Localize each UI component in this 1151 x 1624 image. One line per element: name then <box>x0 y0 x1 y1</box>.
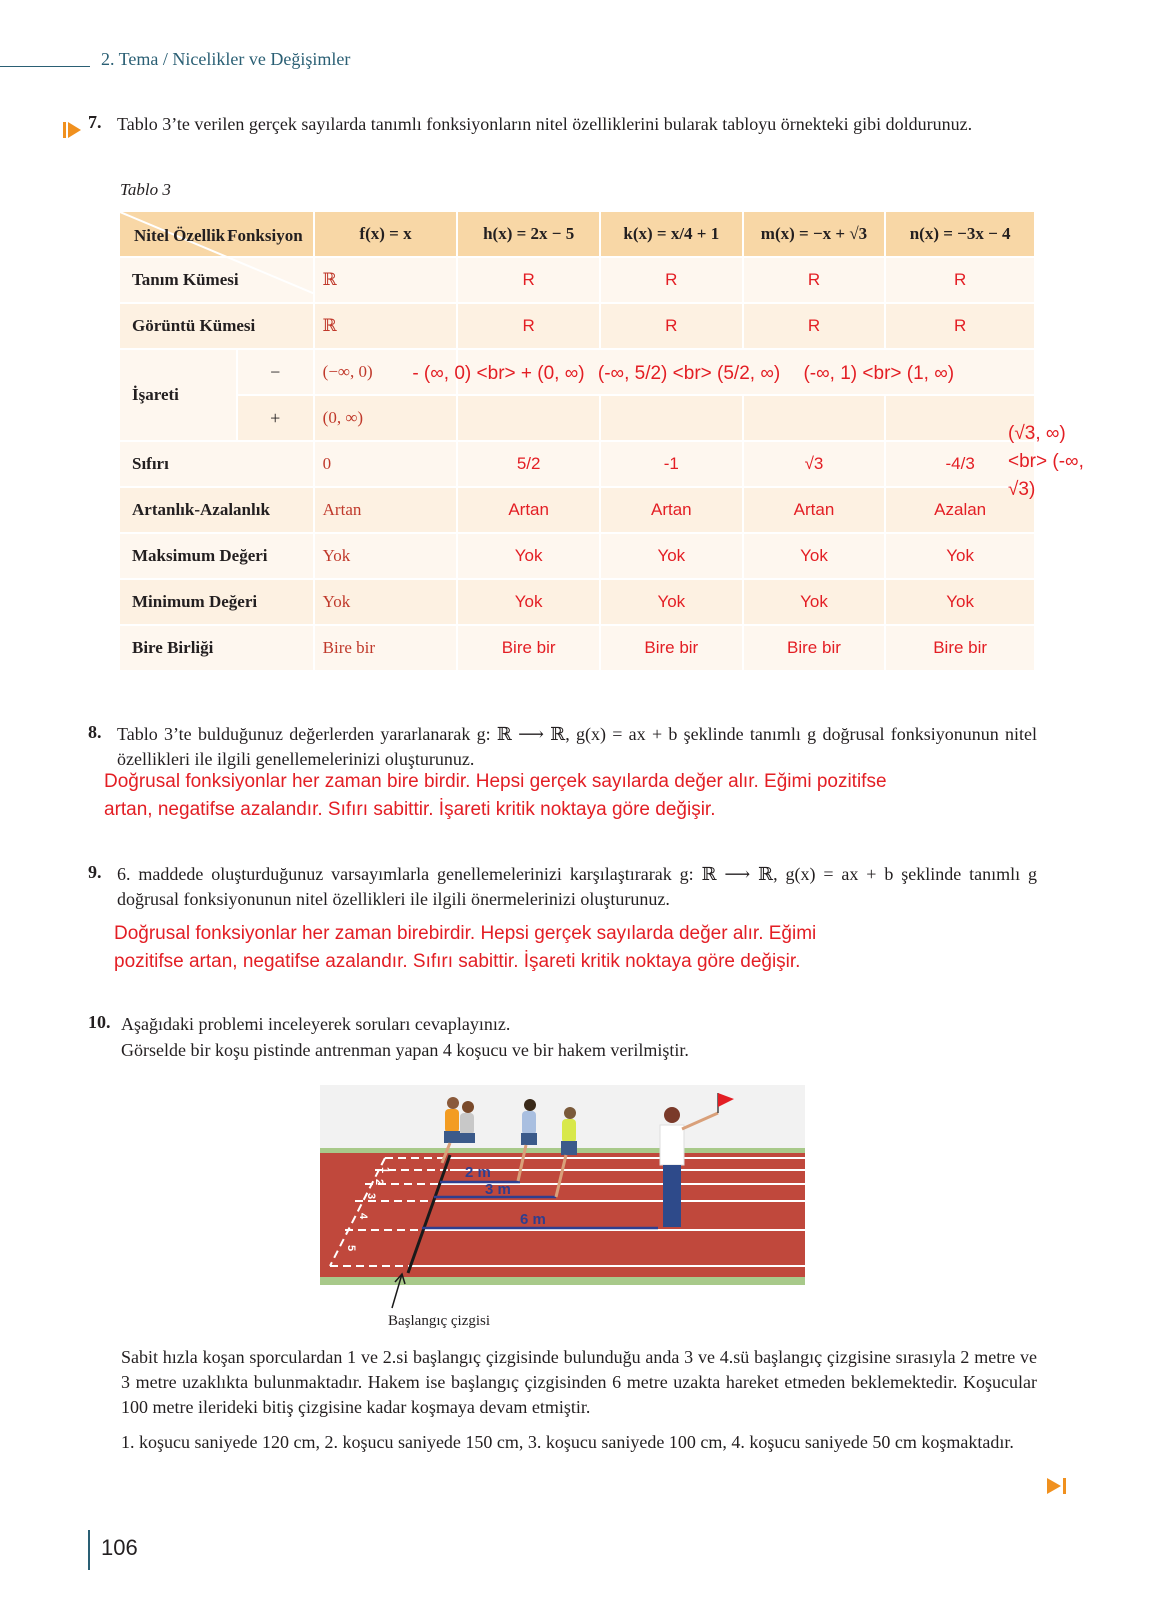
cell-example: (0, ∞) <box>314 395 458 441</box>
corner-cell <box>119 211 314 257</box>
cell-example: Yok <box>314 533 458 579</box>
cell-example: Artan <box>314 487 458 533</box>
cell-answer: Artan <box>600 487 743 533</box>
function-header: f(x) = x <box>314 211 458 257</box>
table-row <box>119 303 1035 349</box>
svg-text:3 m: 3 m <box>485 1181 511 1198</box>
cell-answer: Yok <box>457 533 600 579</box>
running-track-figure <box>320 1085 805 1285</box>
next-page-arrow-icon <box>1047 1478 1067 1494</box>
figure-caption: Başlangıç çizgisi <box>388 1313 491 1329</box>
table-row <box>119 533 1035 579</box>
sign-answer-h: - (∞, 0) <br> + (0, ∞) <box>412 363 585 384</box>
sign-answers-cell <box>412 349 1035 395</box>
sign-plus: + <box>237 395 314 441</box>
cell-answer: Artan <box>743 487 886 533</box>
question-number-10: 10. <box>88 1012 111 1032</box>
play-arrow-icon <box>63 122 81 138</box>
question-number-8: 8. <box>88 722 102 742</box>
answer-line: artan, negatifse azalandır. Sıfırı sabittir. İşareti kritik noktaya göre değişir. <box>104 799 716 820</box>
svg-text:5: 5 <box>345 1245 357 1252</box>
question-8-answer <box>104 768 887 824</box>
cell-answer: R <box>885 303 1035 349</box>
sign-answer-k: (-∞, 5/2) <br> (5/2, ∞) <box>597 363 781 384</box>
cell-answer: 5/2 <box>457 441 600 487</box>
table-row <box>119 625 1035 671</box>
chapter-title: 2. Tema / Nicelikler ve Değişimler <box>101 49 351 69</box>
cell-answer: R <box>600 303 743 349</box>
question-10-line2: Görselde bir koşu pistinde antrenman yapan 4 koşucu ve bir hakem verilmiştir. <box>121 1040 689 1060</box>
table-row <box>119 579 1035 625</box>
function-header: h(x) = 2x − 5 <box>457 211 600 257</box>
cell-answer: Yok <box>457 579 600 625</box>
cell-answer: Bire bir <box>885 625 1035 671</box>
cell-answer: Artan <box>457 487 600 533</box>
cell-answer: Bire bir <box>457 625 600 671</box>
cell-example: 0 <box>314 441 458 487</box>
answer-line: Doğrusal fonksiyonlar her zaman bire birdir. Hepsi gerçek sayılarda değer alır. Eğimi pozitifse <box>104 771 887 792</box>
question-number-9: 9. <box>88 862 102 882</box>
table-caption: Tablo 3 <box>120 180 171 199</box>
sign-minus: − <box>237 349 314 395</box>
cell-answer: Yok <box>885 579 1035 625</box>
cell-example: (−∞, 0) <box>314 349 458 395</box>
answer-line: pozitifse artan, negatifse azalandır. Sıfırı sabittir. İşareti kritik noktaya göre değişir. <box>114 951 801 972</box>
cell-answer: -4/3 <box>885 441 1035 487</box>
overflow-line: (√3, ∞) <box>1008 423 1066 444</box>
answer-line: Doğrusal fonksiyonlar her zaman birebirdir. Hepsi gerçek sayılarda değer alır. Eğimi <box>114 923 817 944</box>
svg-text:4: 4 <box>357 1213 369 1220</box>
cell-answer: Yok <box>600 533 743 579</box>
row-label: Sıfırı <box>119 441 314 487</box>
cell-answer: R <box>885 257 1035 303</box>
function-header: n(x) = −3x − 4 <box>885 211 1035 257</box>
cell-answer: Yok <box>885 533 1035 579</box>
row-label: Minimum Değeri <box>119 579 314 625</box>
page-number-bar <box>88 1530 90 1570</box>
svg-text:2: 2 <box>373 1179 385 1186</box>
page-number: 106 <box>101 1535 138 1560</box>
cell-answer: R <box>743 303 886 349</box>
cell-answer: R <box>457 257 600 303</box>
diagonal-divider <box>120 212 315 294</box>
cell-answer: Bire bir <box>743 625 886 671</box>
row-label: Bire Birliği <box>119 625 314 671</box>
table-row <box>119 441 1035 487</box>
function-header: m(x) = −x + √3 <box>743 211 886 257</box>
row-label: Artanlık-Azalanlık <box>119 487 314 533</box>
pointer-arrow-icon <box>388 1270 418 1310</box>
corner-label-property: Nitel Özellik <box>134 226 226 245</box>
cell-answer: Bire bir <box>600 625 743 671</box>
question-7-text: Tablo 3’te verilen gerçek sayılarda tanımlı fonksiyonların nitel özelliklerini bularak tabloyu örnekteki gibi doldurunuz. <box>117 114 973 134</box>
problem-paragraph-1: Sabit hızla koşan sporculardan 1 ve 2.si başlangıç çizgisinde bulunduğu anda 3 ve 4.sü başlangıç çizgisine sırasıyla 2 metre ve 3 metre uzaklıkta bulunmaktadır. Hakem ise başlangıç çizgisinden 6 metre uzakta hareket etmeden beklemektedir. Koşucular 100 metre ilerideki bitiş çizgisine kadar koşmaya devam etmiştir. <box>121 1347 1037 1417</box>
cell-example: ℝ <box>314 303 458 349</box>
table-row <box>119 487 1035 533</box>
row-label: Görüntü Kümesi <box>119 303 314 349</box>
corner-label-function: Fonksiyon <box>227 226 303 245</box>
function-header: k(x) = x/4 + 1 <box>600 211 743 257</box>
question-8-text: Tablo 3’te bulduğunuz değerlerden yararlanarak g: ℝ ⟶ ℝ, g(x) = ax + b şeklinde tanımlı g doğrusal fonksiyonunun nitel özellikleri ile ilgili genellemelerinizi oluşturunuz. <box>117 724 1037 769</box>
cell-answer: Yok <box>600 579 743 625</box>
cell-answer: √3 <box>743 441 886 487</box>
cell-example: Yok <box>314 579 458 625</box>
overflow-annotation <box>1008 420 1084 504</box>
row-label: Tanım Kümesi <box>119 257 314 303</box>
cell-answer: Yok <box>743 579 886 625</box>
svg-text:1: 1 <box>379 1167 391 1174</box>
header-rule <box>0 66 90 67</box>
cell-answer: R <box>457 303 600 349</box>
overflow-line: √3) <box>1008 479 1036 500</box>
cell-example: ℝ <box>314 257 458 303</box>
row-label: İşareti <box>119 349 237 441</box>
problem-paragraph-2: 1. koşucu saniyede 120 cm, 2. koşucu saniyede 150 cm, 3. koşucu saniyede 100 cm, 4. koşucu saniyede 50 cm koşmaktadır. <box>121 1432 1014 1452</box>
cell-answer: -1 <box>600 441 743 487</box>
table-row <box>119 349 1035 395</box>
question-10-line1: Aşağıdaki problemi inceleyerek soruları cevaplayınız. <box>121 1014 511 1034</box>
question-number-7: 7. <box>88 112 102 132</box>
question-9-text: 6. maddede oluşturduğunuz varsayımlarla genellemelerinizi karşılaştırarak g: ℝ ⟶ ℝ, g(x) = ax + b şeklinde tanımlı g doğrusal fonksiyonunun nitel özellikleri ile ilgili önermelerinizi oluşturunuz. <box>117 864 1037 909</box>
svg-text:2 m: 2 m <box>465 1164 491 1181</box>
properties-table <box>118 210 1036 672</box>
svg-text:3: 3 <box>365 1193 377 1200</box>
sign-answer-n: (-∞, 1) <br> (1, ∞) <box>803 363 955 384</box>
question-9-answer <box>114 920 816 976</box>
cell-answer: Azalan <box>885 487 1035 533</box>
cell-answer: R <box>600 257 743 303</box>
cell-example: Bire bir <box>314 625 458 671</box>
table-row <box>119 395 1035 441</box>
cell-answer: R <box>743 257 886 303</box>
overflow-line: <br> (-∞, <box>1008 451 1084 472</box>
cell-answer: Yok <box>743 533 886 579</box>
row-label: Maksimum Değeri <box>119 533 314 579</box>
table-header-row <box>119 211 1035 257</box>
svg-text:6 m: 6 m <box>520 1211 546 1228</box>
